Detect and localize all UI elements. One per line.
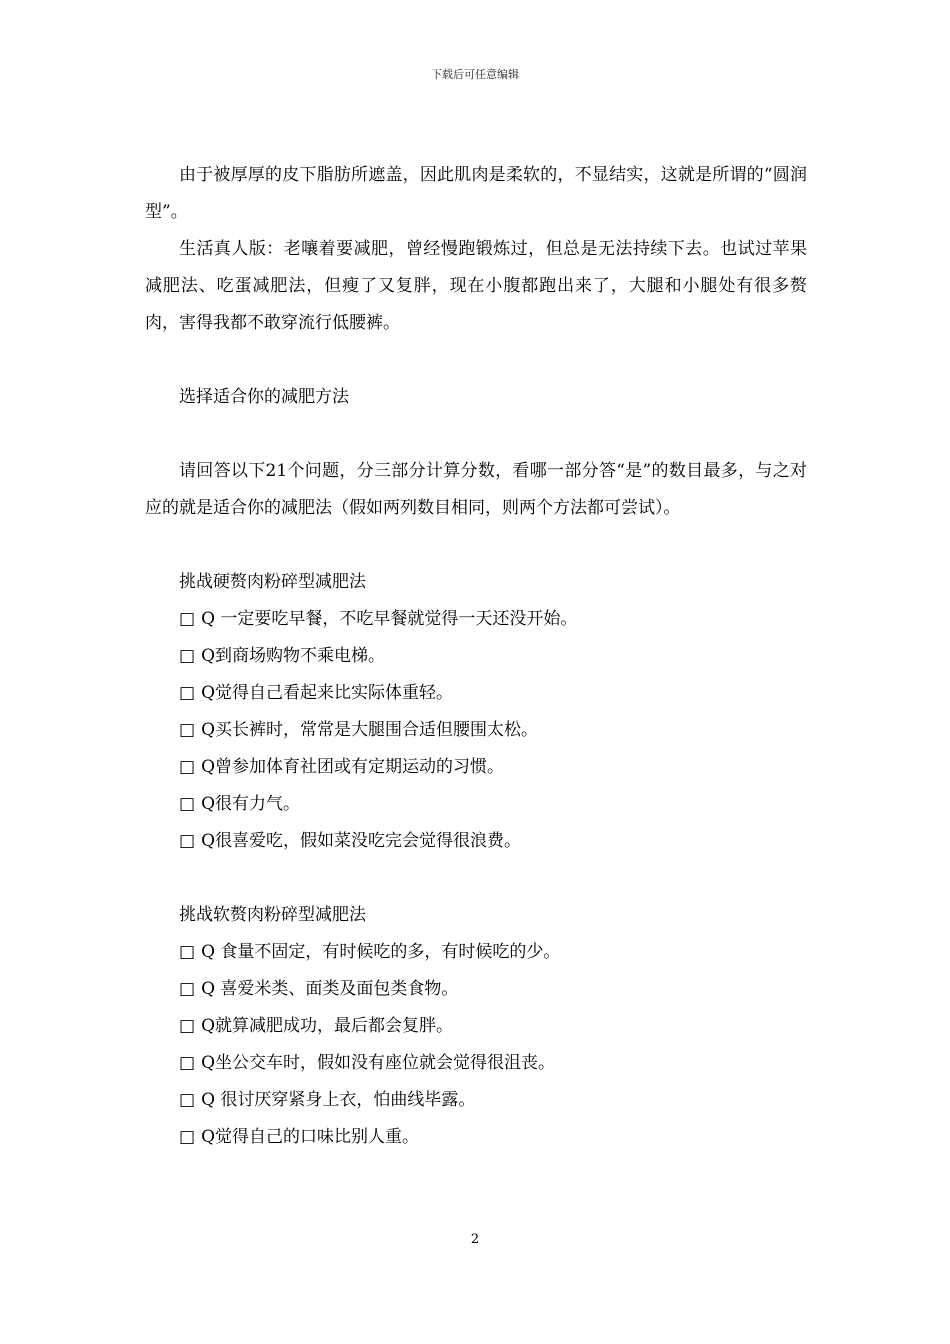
checklist-item[interactable] [145,934,807,971]
checklist-item-text: Q 食量不固定，有时候吃的多，有时候吃的少。 [201,942,561,962]
checklist-item-text: Q觉得自己看起来比实际体重轻。 [201,683,453,703]
checkbox-icon[interactable]: □ [179,794,196,814]
checkbox-icon[interactable]: □ [179,831,196,851]
checklist-item-text: Q坐公交车时，假如没有座位就会觉得很沮丧。 [201,1053,555,1073]
checklist-item[interactable] [145,601,807,638]
checklist-item[interactable] [145,823,807,860]
checklist-item-text: Q曾参加体育社团或有定期运动的习惯。 [201,757,504,777]
checklist-item[interactable] [145,638,807,675]
checklist-item[interactable] [145,786,807,823]
checklist-item-text: Q 喜爱米类、面类及面包类食物。 [201,979,459,999]
body-paragraph: 生活真人版：老嚷着要减肥，曾经慢跑锻炼过，但总是无法持续下去。也试过苹果减肥法、吃蛋减肥法，但瘦了又复胖，现在小腹都跑出来了，大腿和小腿处有很多赘肉，害得我都不敢穿流行低腰裤。 [145,239,807,333]
checklist-item[interactable] [145,675,807,712]
checkbox-icon[interactable]: □ [179,1127,196,1147]
checkbox-icon[interactable]: □ [179,942,196,962]
checklist-item[interactable] [145,1045,807,1082]
checklist-item[interactable] [145,712,807,749]
checklist-item-text: Q 一定要吃早餐，不吃早餐就觉得一天还没开始。 [201,609,578,629]
checkbox-icon[interactable]: □ [179,646,196,666]
checklist-item-text: Q买长裤时，常常是大腿围合适但腰围太松。 [201,720,538,740]
body-paragraph: 由于被厚厚的皮下脂肪所遮盖，因此肌肉是柔软的，不显结实，这就是所谓的“圆润型”。 [145,165,807,222]
page-header: 下载后可任意编辑 [431,68,519,81]
checklist-item-text: Q很喜爱吃，假如菜没吃完会觉得很浪费。 [201,831,521,851]
document-body [145,157,807,1156]
blank-line [145,416,807,453]
checklist-item[interactable] [145,1082,807,1119]
checkbox-icon[interactable]: □ [179,1016,196,1036]
blank-line [145,860,807,897]
checkbox-icon[interactable]: □ [179,1090,196,1110]
checklist-item[interactable] [145,971,807,1008]
checklist-item[interactable] [145,1119,807,1156]
heading: 选择适合你的减肥方法 [179,387,349,407]
instruction-paragraph: 请回答以下21个问题，分三部分计算分数，看哪一部分答“是”的数目最多，与之对应的就是适合你的减肥法（假如两列数目相同，则两个方法都可尝试）。 [145,461,807,518]
section-title-hard-fat: 挑战硬赘肉粉碎型减肥法 [179,572,366,592]
checkbox-icon[interactable]: □ [179,609,196,629]
checklist-item[interactable] [145,749,807,786]
checkbox-icon[interactable]: □ [179,1053,196,1073]
checkbox-icon[interactable]: □ [179,979,196,999]
checklist-item-text: Q就算减肥成功，最后都会复胖。 [201,1016,453,1036]
checkbox-icon[interactable]: □ [179,720,196,740]
blank-line [145,342,807,379]
blank-line [145,527,807,564]
checklist-item-text: Q 很讨厌穿紧身上衣，怕曲线毕露。 [201,1090,476,1110]
checkbox-icon[interactable]: □ [179,683,196,703]
page-number: 2 [470,1232,480,1247]
section-title-soft-fat: 挑战软赘肉粉碎型减肥法 [179,905,366,925]
checklist-item-text: Q到商场购物不乘电梯。 [201,646,385,666]
checklist-item-text: Q觉得自己的口味比别人重。 [201,1127,419,1147]
checklist-item[interactable] [145,1008,807,1045]
checkbox-icon[interactable]: □ [179,757,196,777]
checklist-item-text: Q很有力气。 [201,794,300,814]
